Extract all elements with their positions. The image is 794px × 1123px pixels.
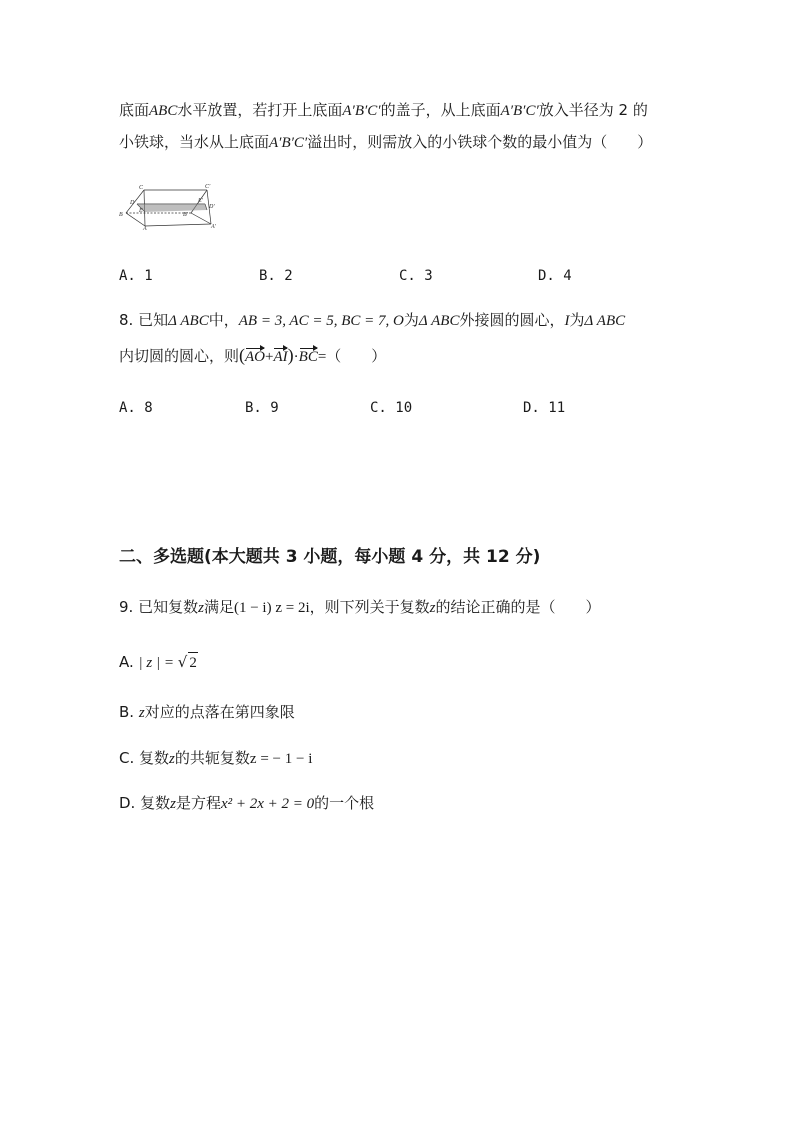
q9-text: ，则下列关于复数 [309, 598, 430, 616]
q9-text: 对应的点落在第四象限 [144, 703, 295, 721]
label-D-prime: D′ [209, 204, 215, 210]
q7-option-b[interactable]: B. 2 [259, 268, 293, 284]
q8-text: 外接圆的圆心， [459, 311, 565, 329]
q8-text: 已知 [138, 311, 169, 329]
option-label: B. [119, 703, 135, 721]
label-E-prime: E′ [198, 198, 203, 204]
label-B: B [119, 212, 123, 218]
vector-ao: AO [245, 349, 266, 365]
q9-option-c[interactable] [119, 748, 312, 769]
q9-text: 已知复数 [138, 598, 199, 616]
q9-text: 的结论正确的是（ ） [435, 598, 601, 616]
vector-bc: BC [298, 349, 318, 365]
q9-line-1 [119, 597, 601, 618]
q7-text: 水平放置，若打开上底面 [177, 101, 343, 119]
q7-prism-figure [119, 182, 224, 234]
label-A-prime: A′ [211, 224, 216, 230]
q9-equation: x² + 2x + 2 = 0 [220, 796, 315, 812]
q8-math: Δ ABC [418, 313, 460, 329]
q8-option-b[interactable]: B. 9 [245, 400, 279, 416]
q9-math: | z | = [138, 655, 178, 671]
q9-option-d[interactable] [119, 793, 374, 814]
sqrt-radicand: 2 [188, 652, 198, 673]
q9-math: z [429, 600, 436, 616]
q7-math: A′B′C′ [342, 103, 381, 119]
plus-sign: + [265, 349, 274, 365]
q7-line-1 [119, 100, 648, 121]
q8-math: AB = 3, AC = 5, BC = 7, O [238, 313, 404, 329]
q8-option-d[interactable]: D. 11 [523, 400, 566, 416]
q7-text: 底面 [119, 101, 150, 119]
q7-math: A′B′C′ [269, 135, 308, 151]
q9-equation: z = − 1 − i [249, 751, 313, 767]
q8-text: 内切圆的圆心，则 [119, 347, 240, 365]
q8-text: 中， [208, 311, 239, 329]
q8-math: I [564, 313, 570, 329]
q9-option-b[interactable] [119, 702, 295, 723]
q8-blank: （ ） [326, 347, 387, 365]
q9-text: 复数 [139, 749, 170, 767]
q7-math: A′B′C′ [500, 103, 539, 119]
q7-option-a[interactable]: A. 1 [119, 268, 153, 284]
equals-sign: = [317, 349, 327, 365]
label-C: C [139, 185, 144, 191]
q8-option-c[interactable]: C. 10 [370, 400, 413, 416]
label-C-prime: C′ [205, 184, 211, 190]
q9-option-a[interactable] [119, 652, 198, 673]
dot-sign: · [293, 349, 299, 365]
q7-text: 小铁球，当水从上底面 [119, 133, 270, 151]
q8-math: Δ ABC [168, 313, 209, 329]
q9-text: 的一个根 [314, 794, 375, 812]
q8-text: 为 [403, 311, 419, 329]
q9-text: 是方程 [175, 794, 221, 812]
q8-text: 为 [569, 311, 585, 329]
q8-number: 8. [119, 311, 134, 329]
q7-option-c[interactable]: C. 3 [399, 268, 433, 284]
label-E: E [139, 208, 143, 214]
q7-text: 溢出时，则需放入的小铁球个数的最小值为（ ） [307, 133, 653, 151]
q9-text: 的共轭复数 [174, 749, 250, 767]
section-title-multiple-choice: 二、多选题(本大题共 3 小题，每小题 4 分，共 12 分) [119, 547, 541, 567]
q7-line-2 [119, 132, 652, 153]
vector-ai: AI [273, 349, 288, 365]
sqrt-icon: √ [177, 653, 188, 671]
q8-math: Δ ABC [584, 313, 626, 329]
q9-text: 满足 [203, 598, 234, 616]
q8-line-2: 内切圆的圆心，则(AO+AI)·BC=（ ） [119, 345, 387, 365]
q9-math: z [169, 751, 175, 767]
q8-option-a[interactable]: A. 8 [119, 400, 153, 416]
q8-line-1 [119, 310, 625, 331]
option-label: D. [119, 794, 136, 812]
q9-equation: (1 − i) z = 2i [233, 600, 310, 616]
q9-math: z [198, 600, 204, 616]
label-B-prime: B′ [183, 212, 188, 218]
option-label: C. [119, 749, 135, 767]
q7-math: ABC [149, 103, 178, 119]
option-label: A. [119, 653, 134, 671]
q9-math: z [138, 705, 145, 721]
q7-option-d[interactable]: D. 4 [538, 268, 572, 284]
q9-text: 复数 [140, 794, 171, 812]
prism-diagram [119, 182, 224, 230]
q7-text: 放入半径为 2 的 [538, 101, 648, 119]
label-D: D [130, 200, 135, 206]
q9-number: 9. [119, 598, 134, 616]
label-A: A [143, 226, 147, 230]
q7-text: 的盖子，从上底面 [380, 101, 501, 119]
q9-math: z [170, 796, 176, 812]
